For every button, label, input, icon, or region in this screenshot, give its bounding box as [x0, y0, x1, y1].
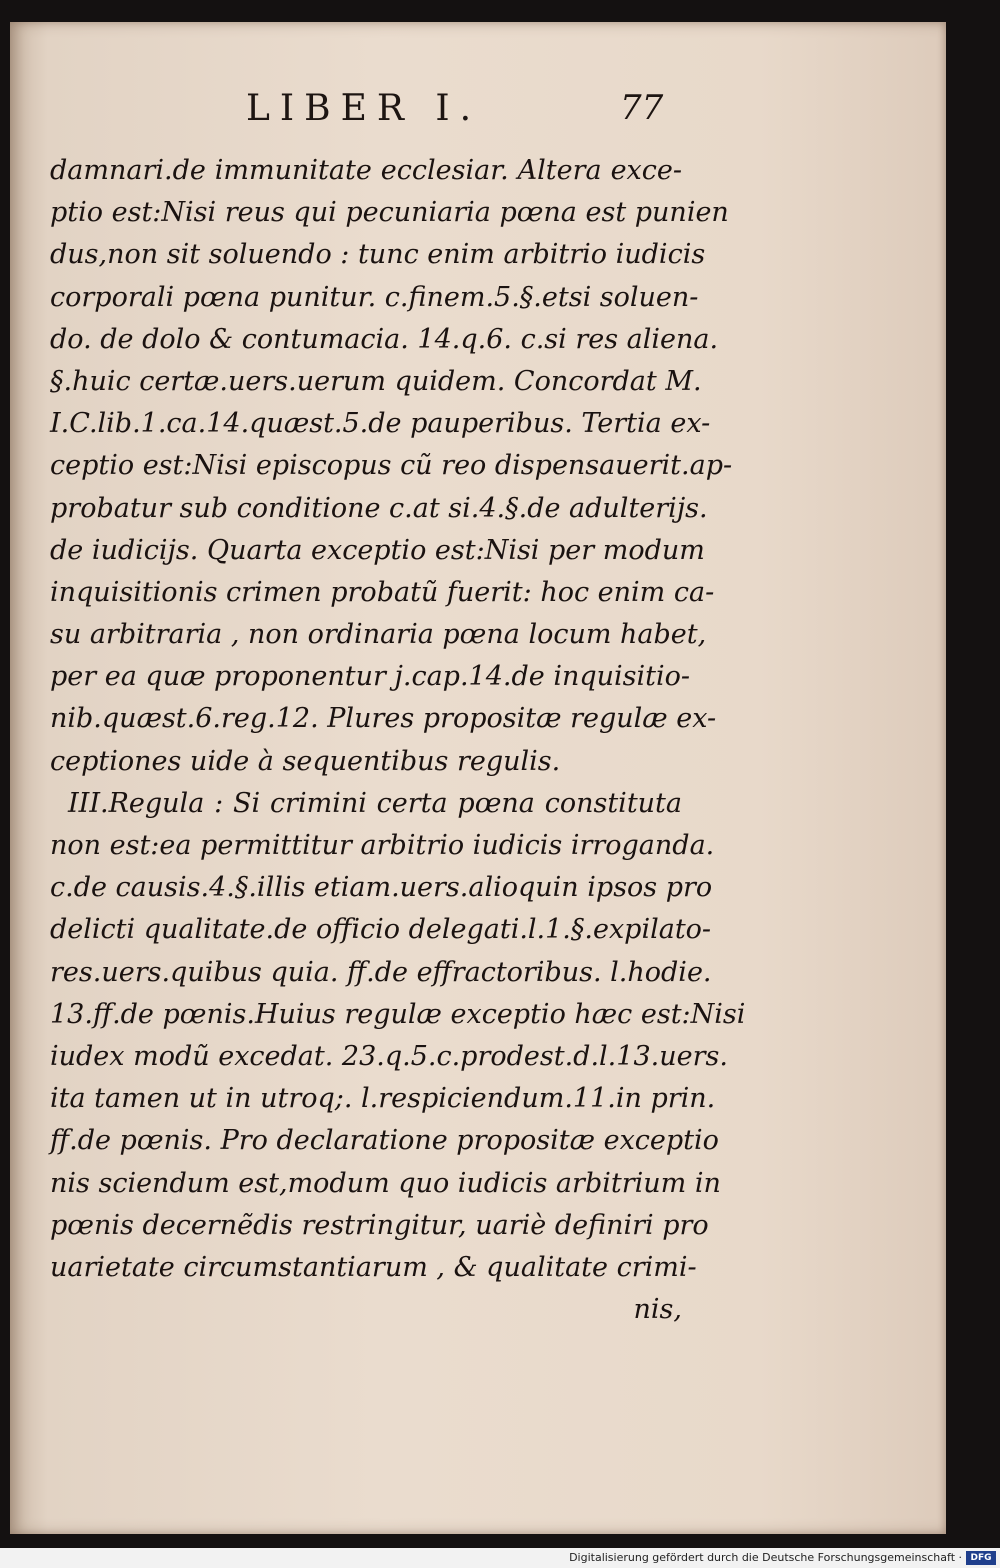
- funding-credit: Digitalisierung gefördert durch die Deutsche Forschungsgemeinschaft ·: [569, 1551, 962, 1564]
- text-line: iudex modũ excedat. 23.q.5.c.prodest.d.l.13.uers.: [50, 1040, 728, 1072]
- text-line: nib.quæst.6.reg.12. Plures propositæ regulæ ex-: [50, 703, 717, 735]
- page-header: [10, 88, 946, 148]
- text-line: damnari.de immunitate ecclesiar. Altera exce-: [50, 155, 682, 186]
- page-number: 77: [620, 88, 664, 128]
- text-line: dus,non sit soluendo : tunc enim arbitrio iudicis: [50, 239, 706, 271]
- text-line: I.C.lib.1.ca.14.quæst.5.de pauperibus. Tertia ex-: [50, 408, 711, 440]
- text-line: delicti qualitate.de officio delegati.l.1.§.expilato-: [50, 914, 712, 946]
- text-line: do. de dolo & contumacia. 14.q.6. c.si res aliena.: [50, 323, 719, 355]
- text-line: ptio est:Nisi reus qui pecuniaria pœna est punien: [50, 197, 729, 229]
- book-page: [10, 22, 946, 1534]
- text-line: inquisitionis crimen probatũ fuerit: hoc enim ca-: [50, 576, 715, 608]
- text-line: uarietate circumstantiarum , & qualitate crimi-: [50, 1251, 697, 1283]
- text-line: per ea quæ proponentur j.cap.14.de inquisitio-: [50, 661, 691, 693]
- footer-bar: [0, 1548, 1000, 1568]
- text-line: nis sciendum est,modum quo iudicis arbitrium in: [50, 1167, 721, 1199]
- rule-heading-line: III.Regula : Si crimini certa pœna constituta: [68, 787, 682, 819]
- text-line: ff.de pœnis. Pro declaratione propositæ exceptio: [50, 1125, 719, 1157]
- dfg-logo: DFG: [966, 1551, 996, 1565]
- running-head: LIBER I.: [246, 88, 482, 129]
- text-line: non est:ea permittitur arbitrio iudicis irroganda.: [50, 830, 715, 861]
- text-line: de iudicijs. Quarta exceptio est:Nisi per modum: [50, 534, 705, 566]
- text-line: su arbitraria , non ordinaria pœna locum habet,: [50, 619, 707, 651]
- catchword: nis,: [633, 1294, 682, 1326]
- text-line: ita tamen ut in utroq;. l.respiciendum.11.in prin.: [50, 1083, 716, 1115]
- text-line: res.uers.quibus quia. ff.de effractoribus. l.hodie.: [50, 956, 712, 988]
- text-line: c.de causis.4.§.illis etiam.uers.alioquin ipsos pro: [50, 872, 713, 904]
- text-line: §.huic certæ.uers.uerum quidem. Concordat M.: [50, 365, 702, 397]
- text-line: probatur sub conditione c.at si.4.§.de adulterijs.: [50, 492, 708, 524]
- text-line: pœnis decernẽdis restringitur, uariè definiri pro: [50, 1209, 709, 1241]
- text-line: ceptiones uide à sequentibus regulis.: [50, 745, 561, 777]
- text-line: corporali pœna punitur. c.finem.5.§.etsi soluen-: [50, 281, 699, 313]
- text-line: ceptio est:Nisi episcopus cũ reo dispensauerit.ap-: [50, 450, 733, 482]
- text-line: 13.ff.de pœnis.Huius regulæ exceptio hæc est:Nisi: [50, 998, 746, 1030]
- body-text: [50, 150, 746, 1331]
